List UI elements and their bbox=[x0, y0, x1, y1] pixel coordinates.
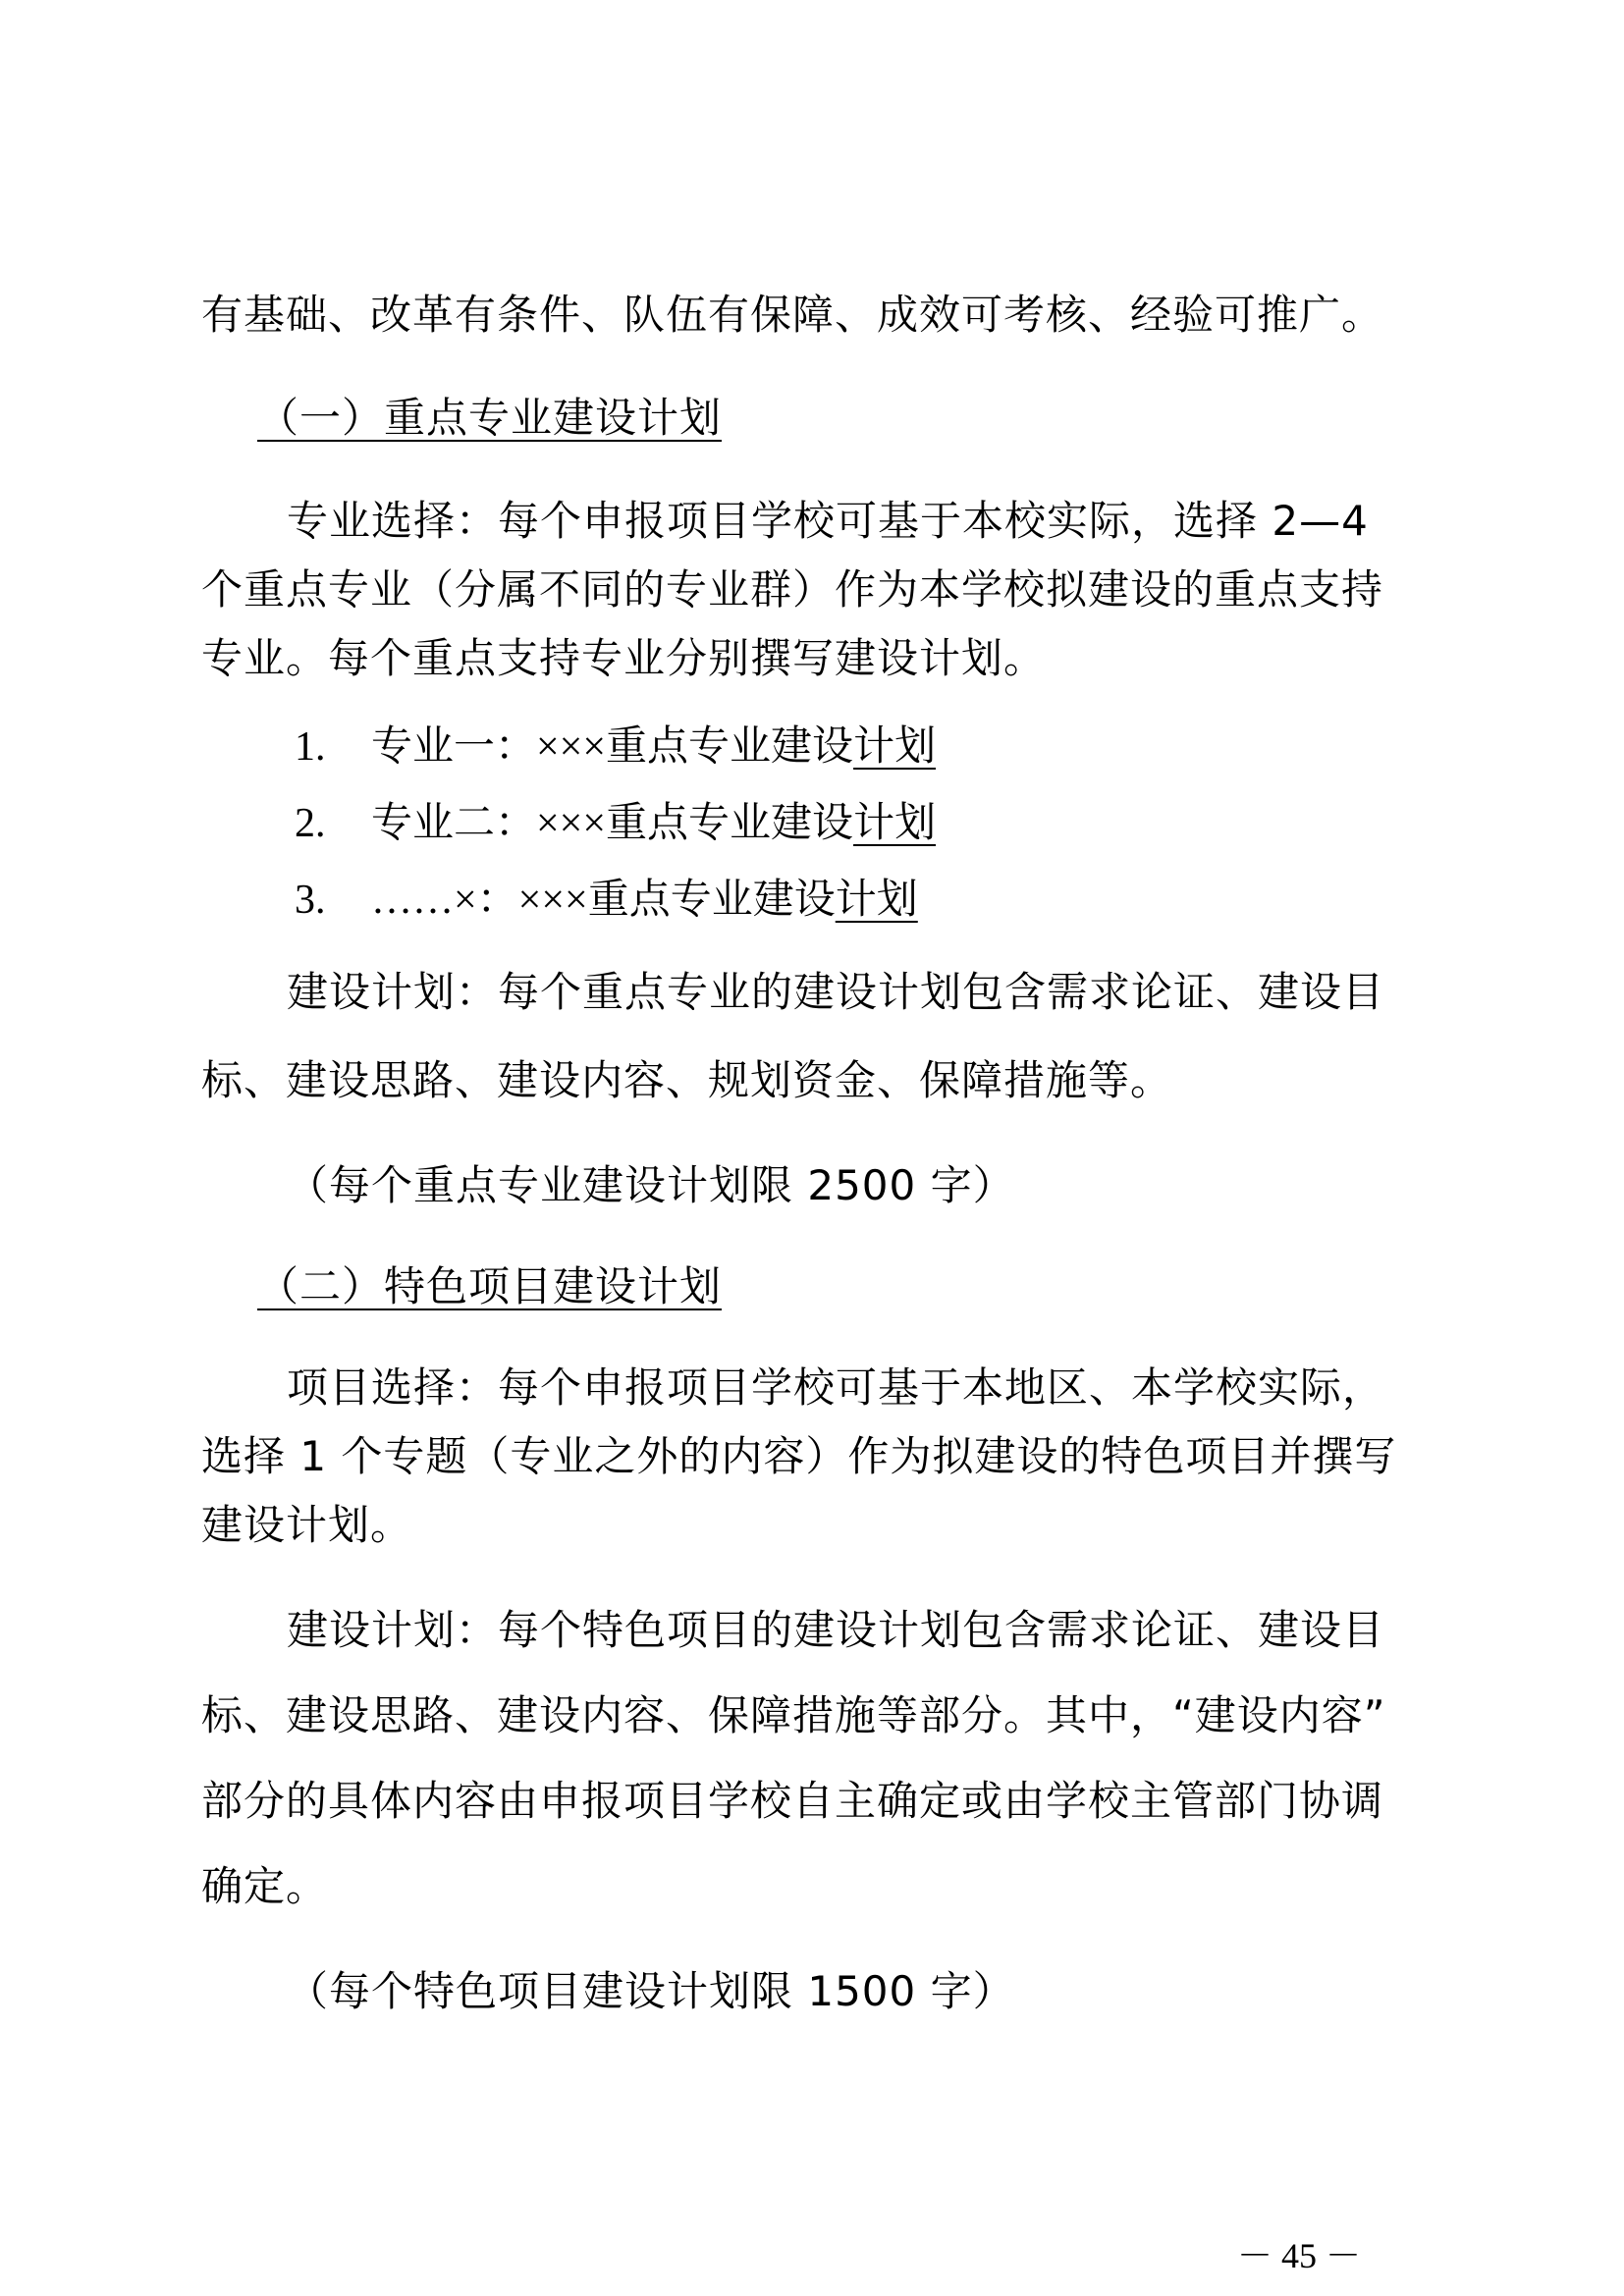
section2-plan-line-4: 确定。 bbox=[201, 1862, 329, 1910]
section1-selection-line-3: 专业。每个重点支持专业分别撰写建设计划。 bbox=[201, 634, 1047, 682]
list-item-number: 1. bbox=[295, 724, 326, 770]
section2-plan-line-1: 建设计划：每个特色项目的建设计划包含需求论证、建设目 bbox=[287, 1606, 1385, 1654]
list-item-text: ……×：×××重点专业建设 bbox=[371, 878, 836, 923]
section2-selection-line-3: 建设计划。 bbox=[201, 1501, 413, 1549]
list-item-text: 专业一：×××重点专业建设 bbox=[371, 724, 854, 770]
list-item-plan: 计划 bbox=[853, 724, 937, 770]
section1-selection-line-1: 专业选择：每个申报项目学校可基于本校实际，选择 2—4 bbox=[287, 497, 1369, 545]
section2-word-limit: （每个特色项目建设计划限 1500 字） bbox=[287, 1967, 1015, 2015]
list-item-plan: 计划 bbox=[853, 801, 937, 846]
section1-heading: （一）重点专业建设计划 bbox=[257, 394, 723, 442]
page-number: － 45 － bbox=[1237, 2236, 1362, 2275]
list-item-plan: 计划 bbox=[835, 878, 918, 923]
list-item bbox=[295, 803, 936, 844]
section2-heading: （二）特色项目建设计划 bbox=[257, 1262, 723, 1310]
list-item bbox=[295, 726, 936, 768]
section2-plan-line-3: 部分的具体内容由申报项目学校自主确定或由学校主管部门协调 bbox=[201, 1777, 1384, 1825]
section2-selection-line-2: 选择 1 个专题（专业之外的内容）作为拟建设的特色项目并撰写 bbox=[201, 1432, 1397, 1480]
section1-plan-line-1: 建设计划：每个重点专业的建设计划包含需求论证、建设目 bbox=[287, 968, 1385, 1016]
list-item bbox=[295, 880, 918, 921]
section1-selection-line-2: 个重点专业（分属不同的专业群）作为本学校拟建设的重点支持 bbox=[201, 565, 1384, 614]
section2-plan-line-2: 标、建设思路、建设内容、保障措施等部分。其中，“建设内容” bbox=[201, 1691, 1386, 1739]
list-item-text: 专业二：×××重点专业建设 bbox=[371, 801, 854, 846]
list-item-number: 2. bbox=[295, 801, 326, 846]
section1-plan-line-2: 标、建设思路、建设内容、规划资金、保障措施等。 bbox=[201, 1056, 1173, 1104]
section2-selection-line-1: 项目选择：每个申报项目学校可基于本地区、本学校实际， bbox=[287, 1363, 1385, 1412]
intro-tail-text: 有基础、改革有条件、队伍有保障、成效可考核、经验可推广。 bbox=[201, 291, 1384, 339]
section1-word-limit: （每个重点专业建设计划限 2500 字） bbox=[287, 1161, 1015, 1209]
list-item-number: 3. bbox=[295, 878, 326, 923]
